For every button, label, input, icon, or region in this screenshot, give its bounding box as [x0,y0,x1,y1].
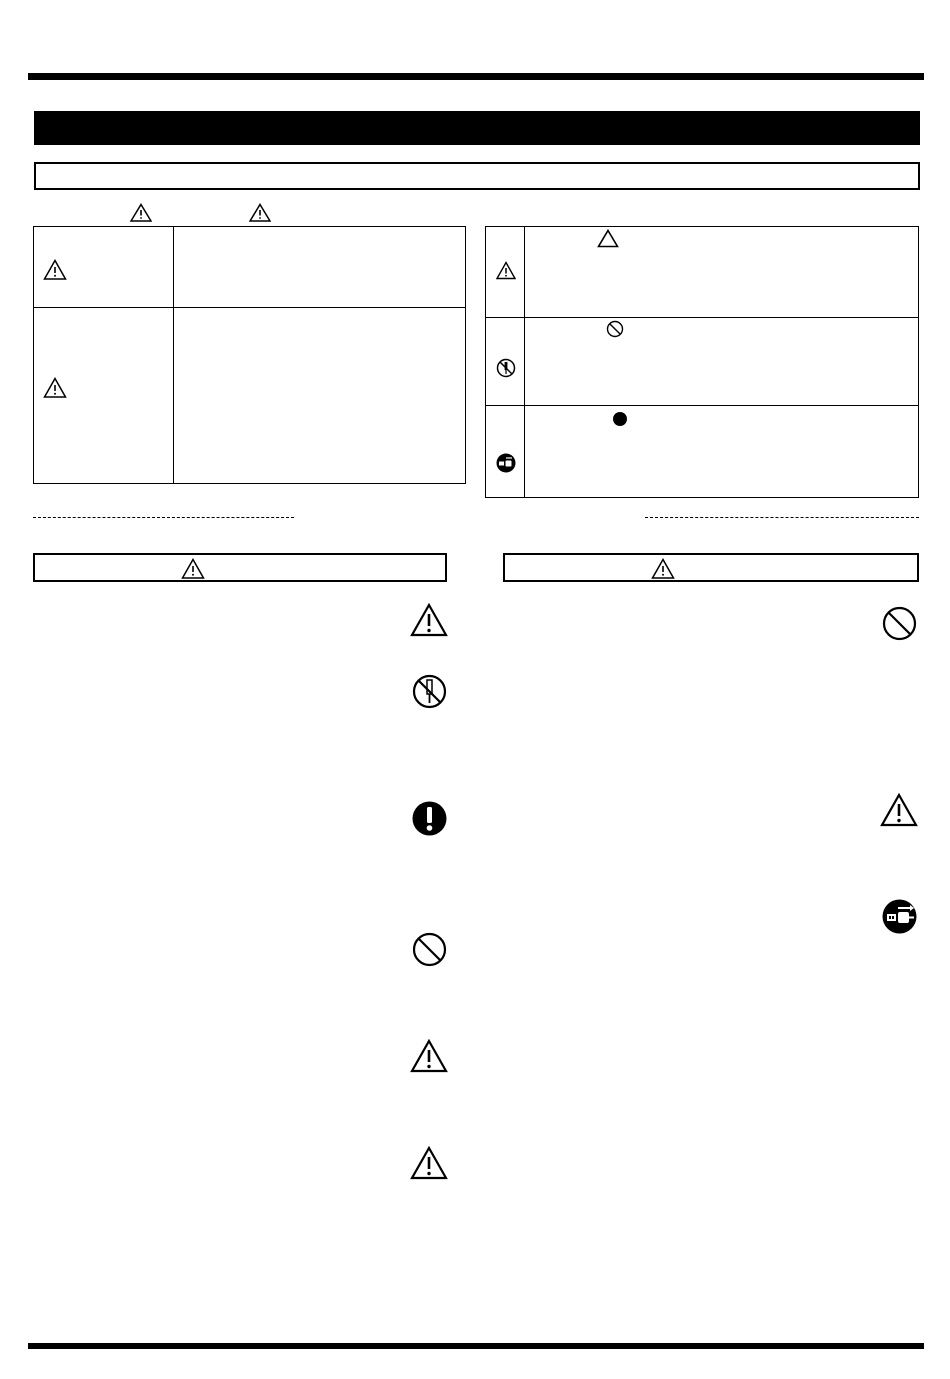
prohibited-circle-icon [606,320,624,338]
do-not-disassemble-icon [496,358,516,378]
prohibited-circle-icon [882,606,917,641]
page-title-bar [34,111,920,145]
prohibited-circle-icon [412,932,447,967]
bottom-rule [28,1343,924,1349]
warning-triangle-icon [410,603,448,637]
warning-triangle-icon [43,259,67,280]
mandatory-exclamation-icon [412,801,447,836]
warning-levels-table [33,226,466,484]
table-divider-horizontal [486,405,918,406]
dashed-separator [645,517,919,518]
do-not-disassemble-icon [412,674,447,709]
warning-triangle-icon [651,558,675,579]
unplug-power-icon [496,453,516,473]
unplug-power-icon [882,899,917,934]
warning-section-header [33,553,447,582]
warning-triangle-icon [496,261,516,280]
symbols-table [485,226,919,498]
table-divider-horizontal [486,317,918,318]
warning-triangle-icon [43,377,67,398]
solid-circle-icon [612,411,628,427]
warning-triangle-icon [130,203,152,222]
warning-triangle-icon [249,203,271,222]
outline-triangle-icon [597,229,619,248]
dashed-separator [33,517,294,518]
subtitle-bar [34,162,920,190]
warning-triangle-icon [880,793,918,827]
table-divider-vertical [524,227,525,497]
warning-section-header [503,553,919,582]
warning-triangle-icon [181,558,205,579]
table-divider-vertical [173,227,174,483]
table-divider-horizontal [34,307,465,308]
warning-triangle-icon [410,1146,448,1180]
warning-triangle-icon [410,1039,448,1073]
top-rule [28,73,924,80]
